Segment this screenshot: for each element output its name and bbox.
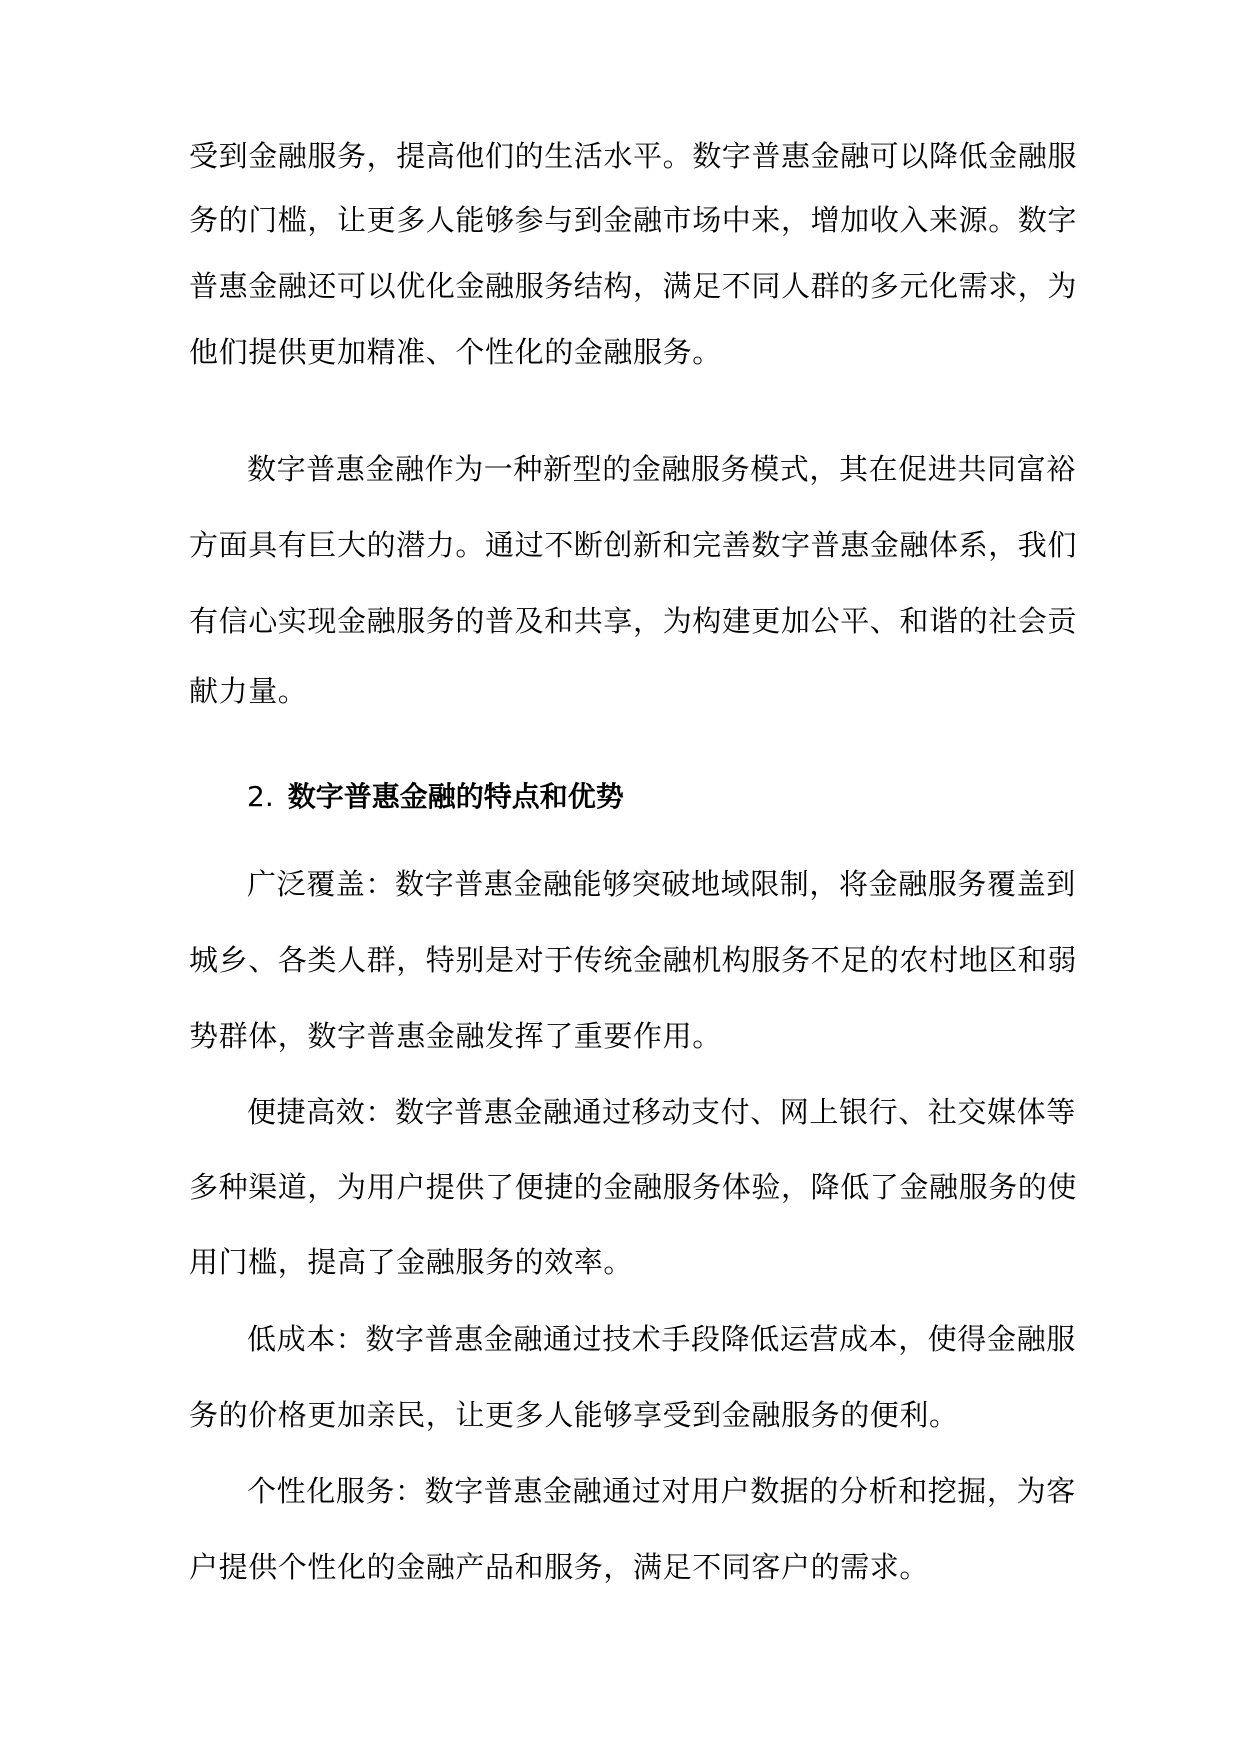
paragraph-2-line-3: 有信心实现金融服务的普及和共享，为构建更加公平、和谐的社会贡 [189, 604, 1078, 638]
paragraph-2-line-2: 方面具有巨大的潜力。通过不断创新和完善数字普惠金融体系，我们 [189, 528, 1078, 562]
paragraph-6-line-2: 户提供个性化的金融产品和服务，满足不同客户的需求。 [189, 1550, 930, 1584]
paragraph-3-line-2: 城乡、各类人群，特别是对于传统金融机构服务不足的农村地区和弱 [189, 943, 1078, 977]
paragraph-4-line-3: 用门槛，提高了金融服务的效率。 [189, 1245, 634, 1279]
paragraph-4-line-1: 便捷高效：数字普惠金融通过移动支付、网上银行、社交媒体等 [247, 1095, 1076, 1129]
paragraph-1-line-4: 他们提供更加精准、个性化的金融服务。 [189, 335, 722, 369]
paragraph-5-line-1: 低成本：数字普惠金融通过技术手段降低运营成本，使得金融服 [247, 1322, 1076, 1356]
paragraph-3-line-1: 广泛覆盖：数字普惠金融能够突破地域限制，将金融服务覆盖到 [247, 867, 1076, 901]
section-number: 2. [247, 780, 274, 813]
paragraph-3-line-3: 势群体，数字普惠金融发挥了重要作用。 [189, 1019, 722, 1053]
section-heading [247, 772, 624, 822]
paragraph-2-line-1: 数字普惠金融作为一种新型的金融服务模式，其在促进共同富裕 [247, 452, 1076, 486]
paragraph-1-line-3: 普惠金融还可以优化金融服务结构，满足不同人群的多元化需求，为 [189, 269, 1078, 303]
paragraph-6-line-1: 个性化服务：数字普惠金融通过对用户数据的分析和挖掘，为客 [247, 1474, 1076, 1508]
paragraph-5-line-2: 务的价格更加亲民，让更多人能够享受到金融服务的便利。 [189, 1398, 959, 1432]
section-title: 数字普惠金融的特点和优势 [287, 780, 624, 813]
paragraph-4-line-2: 多种渠道，为用户提供了便捷的金融服务体验，降低了金融服务的使 [189, 1170, 1078, 1204]
paragraph-1-line-2: 务的门槛，让更多人能够参与到金融市场中来，增加收入来源。数字 [189, 203, 1078, 237]
paragraph-2-line-4: 献力量。 [189, 674, 308, 708]
paragraph-1-line-1: 受到金融服务，提高他们的生活水平。数字普惠金融可以降低金融服 [189, 139, 1078, 173]
